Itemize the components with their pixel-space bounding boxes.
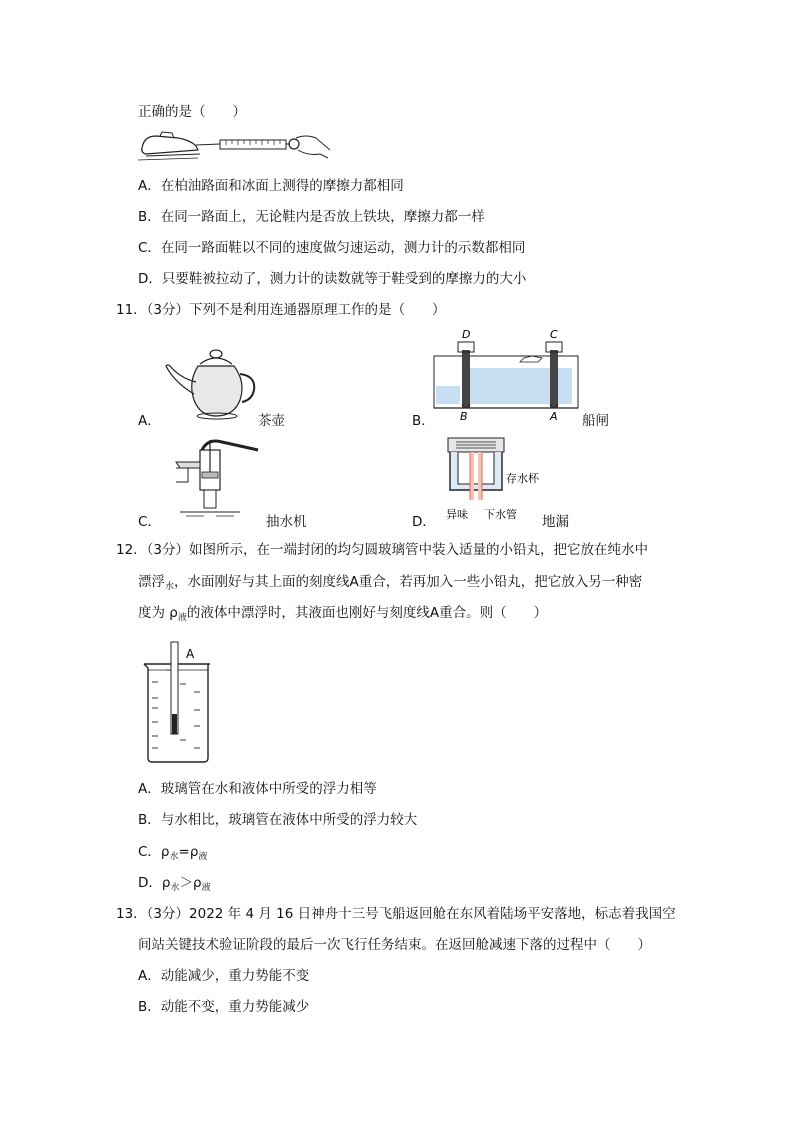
drain-label-cup: 存水杯 [506, 472, 539, 485]
shoe-force-meter-figure [138, 124, 333, 170]
q11-option-c-letter: C． [138, 514, 161, 530]
q13-option-b: B．动能不变，重力势能减少 [138, 999, 310, 1015]
q11-stem: 11．（3分）下列不是利用连通器原理工作的是（ ） [116, 302, 446, 318]
floor-drain-figure [436, 434, 548, 524]
q12-option-c: C．$\rho_水=\rho_液$ [138, 844, 208, 862]
q10-option-b: B．在同一路面上，无论鞋内是否放上铁块，摩擦力都一样 [138, 209, 485, 225]
q11-option-c-caption: 抽水机 [266, 514, 307, 530]
lock-label-c: C [550, 328, 558, 341]
q11-option-d-letter: D． [412, 514, 436, 530]
water-pump-figure [160, 436, 270, 520]
q12-option-a: A．玻璃管在水和液体中所受的浮力相等 [138, 781, 377, 797]
lock-label-d: D [462, 328, 471, 341]
q10-option-d: D．只要鞋被拉动了，测力计的读数就等于鞋受到的摩擦力的大小 [138, 271, 527, 287]
ship-lock-figure [432, 326, 580, 422]
q10-option-c: C．在同一路面鞋以不同的速度做匀速运动，测力计的示数都相同 [138, 240, 526, 256]
q12-stem-line2: 漂浮$_水$，水面刚好与其上面的刻度线A重合，若再加入一些小铅丸，把它放入另一种密 [138, 574, 643, 592]
q13-stem-line2: 间站关键技术验证阶段的最后一次飞行任务结束。在返回舱减速下落的过程中（ ） [138, 937, 651, 953]
q11-option-a-caption: 茶壶 [258, 413, 285, 429]
lock-label-b: B [460, 410, 468, 422]
q11-option-a-letter: A． [138, 413, 161, 429]
q10-option-a: A．在柏油路面和冰面上测得的摩擦力都相同 [138, 178, 404, 194]
q12-option-d: D．$\rho_水>\rho_液$ [138, 875, 211, 893]
q12-stem-line3: 度为 $\rho_液$的液体中漂浮时，其液面也刚好与刻度线A重合。则（ ） [138, 605, 548, 623]
q12-stem-line1: 12．（3分）如图所示，在一端封闭的均匀圆玻璃管中装入适量的小铅丸，把它放在纯水中 [116, 542, 649, 558]
q11-option-b-letter: B． [412, 413, 435, 429]
q11-option-b-caption: 船闸 [582, 413, 609, 429]
glass-tube-beaker-figure [140, 640, 220, 766]
q11-option-d-caption: 地漏 [542, 514, 569, 530]
q12-option-b: B．与水相比，玻璃管在液体中所受的浮力较大 [138, 812, 418, 828]
q10-stem-tail: 正确的是（ ） [138, 104, 246, 120]
q13-option-a: A．动能减少，重力势能不变 [138, 968, 310, 984]
teapot-figure [160, 342, 260, 422]
lock-label-a: A [550, 410, 558, 422]
tube-label-a: A [186, 647, 195, 661]
drain-label-pipe: 下水管 [484, 508, 517, 521]
q13-stem-line1: 13．（3分）2022 年 4 月 16 日神舟十三号飞船返回舱在东风着陆场平安落地，标志着我国空 [116, 906, 676, 922]
drain-label-odor: 异味 [446, 508, 468, 521]
